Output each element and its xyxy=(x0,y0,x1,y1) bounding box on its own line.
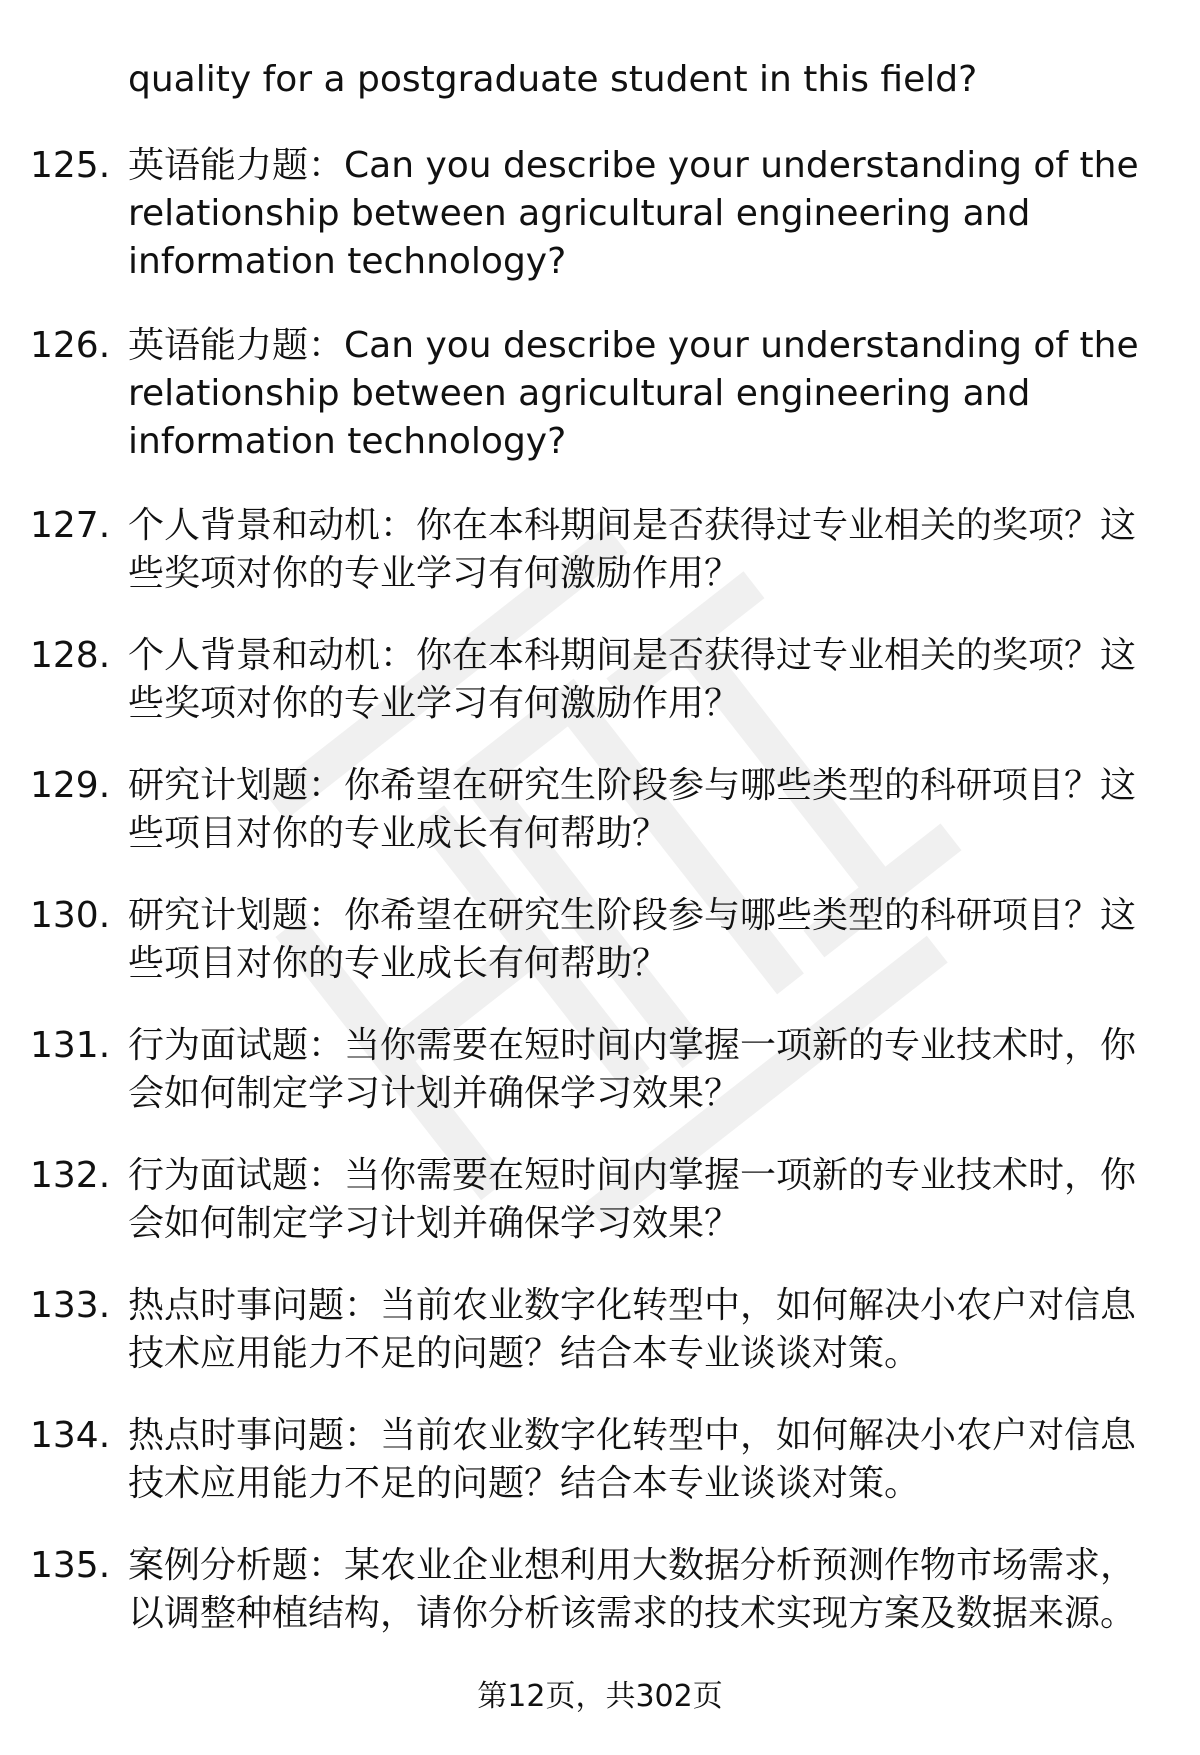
question-number: 131. xyxy=(30,1025,111,1066)
question-item xyxy=(0,322,1148,466)
question-item xyxy=(0,892,1148,988)
question-text: 个人背景和动机：你在本科期间是否获得过专业相关的奖项？这些奖项对你的专业学习有何激励作用？ xyxy=(128,505,1137,594)
question-number: 135. xyxy=(30,1545,111,1586)
page-number-footer: 第12页，共302页 xyxy=(477,1679,723,1714)
question-number: 125. xyxy=(30,145,111,186)
question-number: 130. xyxy=(30,895,111,936)
question-number: 134. xyxy=(30,1415,111,1456)
question-item xyxy=(0,1542,1148,1638)
question-text: 研究计划题：你希望在研究生阶段参与哪些类型的科研项目？这些项目对你的专业成长有何帮助？ xyxy=(128,765,1137,854)
question-text: 英语能力题：Can you describe your understanding of the relationship between agricultural engineering and information technology? xyxy=(128,325,1139,462)
question-text: 研究计划题：你希望在研究生阶段参与哪些类型的科研项目？这些项目对你的专业成长有何帮助？ xyxy=(128,895,1137,984)
question-text: 热点时事问题：当前农业数字化转型中，如何解决小农户对信息技术应用能力不足的问题？结合本专业谈谈对策。 xyxy=(128,1285,1137,1374)
question-number: 126. xyxy=(30,325,111,366)
question-item xyxy=(0,1412,1148,1508)
question-number: 128. xyxy=(30,635,111,676)
question-text: 行为面试题：当你需要在短时间内掌握一项新的专业技术时，你会如何制定学习计划并确保学习效果？ xyxy=(128,1025,1137,1114)
question-item xyxy=(0,502,1148,598)
question-number: 129. xyxy=(30,765,111,806)
question-item xyxy=(0,1282,1148,1378)
question-item xyxy=(0,762,1148,858)
question-text: 案例分析题：某农业企业想利用大数据分析预测作物市场需求，以调整种植结构，请你分析该需求的技术实现方案及数据来源。 xyxy=(128,1545,1137,1634)
question-number: 132. xyxy=(30,1155,111,1196)
question-item xyxy=(0,142,1148,286)
question-text: 行为面试题：当你需要在短时间内掌握一项新的专业技术时，你会如何制定学习计划并确保学习效果？ xyxy=(128,1155,1137,1244)
question-text: 英语能力题：Can you describe your understanding of the relationship between agricultural engineering and information technology? xyxy=(128,145,1139,282)
question-item xyxy=(0,632,1148,728)
question-text: 热点时事问题：当前农业数字化转型中，如何解决小农户对信息技术应用能力不足的问题？结合本专业谈谈对策。 xyxy=(128,1415,1137,1504)
question-text: 个人背景和动机：你在本科期间是否获得过专业相关的奖项？这些奖项对你的专业学习有何激励作用？ xyxy=(128,635,1137,724)
question-list xyxy=(0,142,1200,1638)
question-number: 127. xyxy=(30,505,111,546)
question-item xyxy=(0,1022,1148,1118)
question-number: 133. xyxy=(30,1285,111,1326)
question-item xyxy=(0,1152,1148,1248)
continued-question-text: quality for a postgraduate student in this field? xyxy=(128,59,978,100)
